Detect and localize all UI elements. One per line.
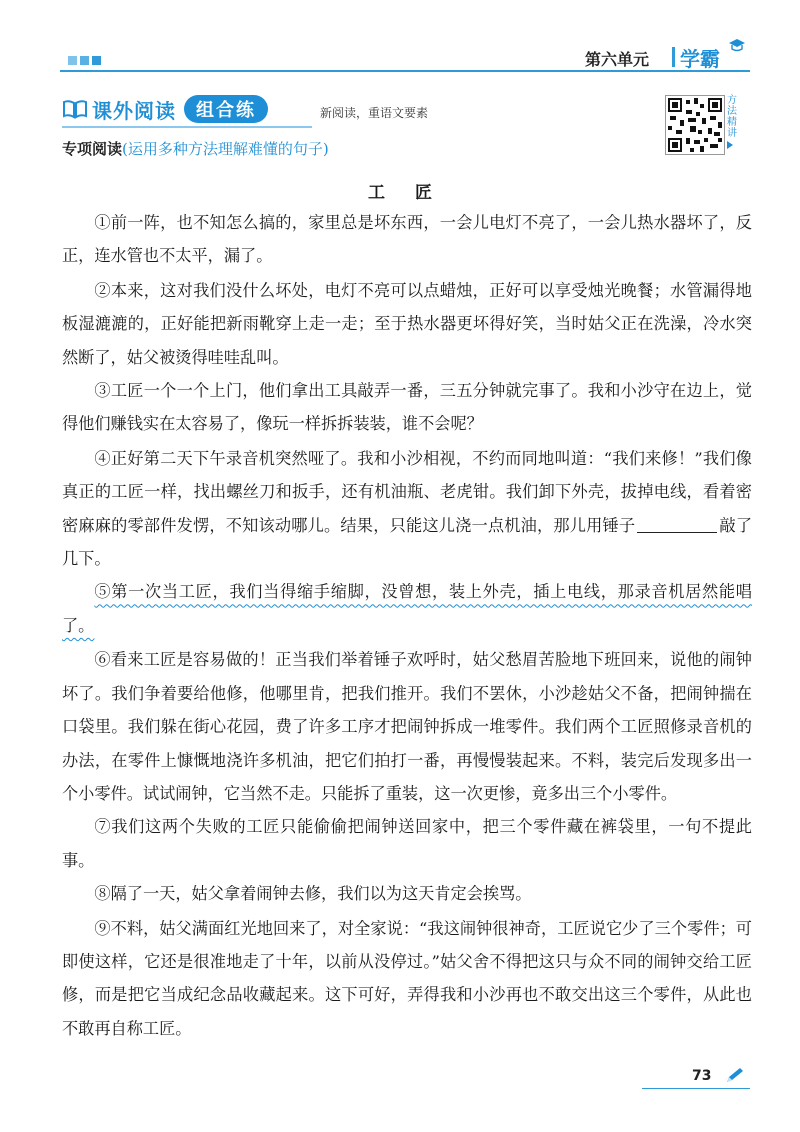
paragraph-9: ⑨不料，姑父满面红光地回来了，对全家说：“我这闹钟很神奇，工匠说它少了三个零件；可即使这样，它还是很准地走了十年，以前从没停过。”姑父舍不得把这只与众不同的闹钟交给工匠修，而是把它当成纪念品收藏起来。这下可好，弄得我和小沙再也不敢交出这三个零件，从此也不敢再自称工匠。 (62, 918, 752, 1038)
brand-divider (672, 47, 675, 67)
subsection-hint: (运用多种方法理解难懂的句子) (122, 140, 329, 158)
page-number: 73 (692, 1068, 712, 1084)
paragraph-3: ③工匠一个一个上门，他们拿出工具敲弄一番，三五分钟就完事了。我和小沙守在边上，觉得他们赚钱实在太容易了，像玩一样拆拆装装，谁不会呢？ (62, 381, 752, 434)
section-badge: 组合练 (184, 95, 268, 123)
header-divider (60, 70, 750, 72)
paragraph-5 (62, 575, 752, 642)
footer-divider (642, 1088, 750, 1089)
paragraph-6: ⑥看来工匠是容易做的！正当我们举着锤子欢呼时，姑父愁眉苦脸地下班回来，说他的闹钟坏了。我们争着要给他修，他哪里肯，把我们推开。我们不罢休，小沙趁姑父不备，把闹钟揣在口袋里。我们躲在街心花园，费了许多工序才把闹钟拆成一堆零件。我们两个工匠照修录音机的办法，在零件上慷慨地浇许多机油，把它们拍打一番，再慢慢装起来。不料，装完后发现多出一个小零件。试试闹钟，它当然不走。只能拆了重装，这一次更惨，竟多出三个小零件。 (62, 650, 752, 803)
section-tagline: 新阅读，重语文要素 (320, 106, 429, 120)
header-decoration (68, 56, 101, 65)
qr-code[interactable] (665, 95, 725, 155)
section-header (62, 95, 268, 123)
pencil-icon (724, 1066, 746, 1084)
unit-label: 第六单元 (585, 50, 650, 69)
qr-caption (727, 95, 741, 149)
article-body (62, 206, 752, 1045)
paragraph-4-tail: 敲了几下。 (62, 515, 753, 569)
fill-in-blank[interactable] (637, 516, 717, 533)
brand-logo: 学霸 (680, 47, 720, 71)
book-icon (62, 98, 88, 120)
article-title: 工匠 (368, 183, 462, 203)
paragraph-4-text: ④正好第二天下午录音机突然哑了。我和小沙相视，不约而同地叫道：“我们来修！”我们像真正的工匠一样，找出螺丝刀和扳手，还有机油瓶、老虎钳。我们卸下外壳，拔掉电线，看着密密麻麻的零部件发愣，不知该动哪儿。结果，只能这儿浇一点机油，那儿用锤子 (62, 448, 752, 535)
paragraph-7: ⑦我们这两个失败的工匠只能偷偷把闹钟送回家中，把三个零件藏在裤袋里，一句不提此事。 (62, 817, 752, 870)
section-underline (62, 126, 312, 128)
paragraph-2: ②本来，这对我们没什么坏处，电灯不亮可以点蜡烛，正好可以享受烛光晚餐；水管漏得地板湿漉漉的，正好能把新雨靴穿上走一走；至于热水器更坏得好笑，当时姑父正在洗澡，冷水突然断了，姑父被烫得哇哇乱叫。 (62, 280, 752, 367)
graduation-cap-icon (728, 38, 746, 52)
play-icon (727, 141, 733, 149)
qr-caption-text: 方法精讲 (727, 95, 737, 139)
paragraph-4 (62, 442, 752, 576)
paragraph-1: ①前一阵，也不知怎么搞的，家里总是坏东西，一会儿电灯不亮了，一会儿热水器坏了，反正，连水管也不太平，漏了。 (62, 213, 752, 266)
paragraph-8: ⑧隔了一天，姑父拿着闹钟去修，我们以为这天肯定会挨骂。 (94, 884, 532, 904)
wavy-underlined-sentence: ⑤第一次当工匠，我们当得缩手缩脚，没曾想，装上外壳，插上电线，那录音机居然能唱了。 (62, 582, 752, 635)
subsection-label: 专项阅读 (62, 140, 123, 158)
section-title: 课外阅读 (92, 98, 176, 123)
subsection-heading (62, 138, 329, 159)
